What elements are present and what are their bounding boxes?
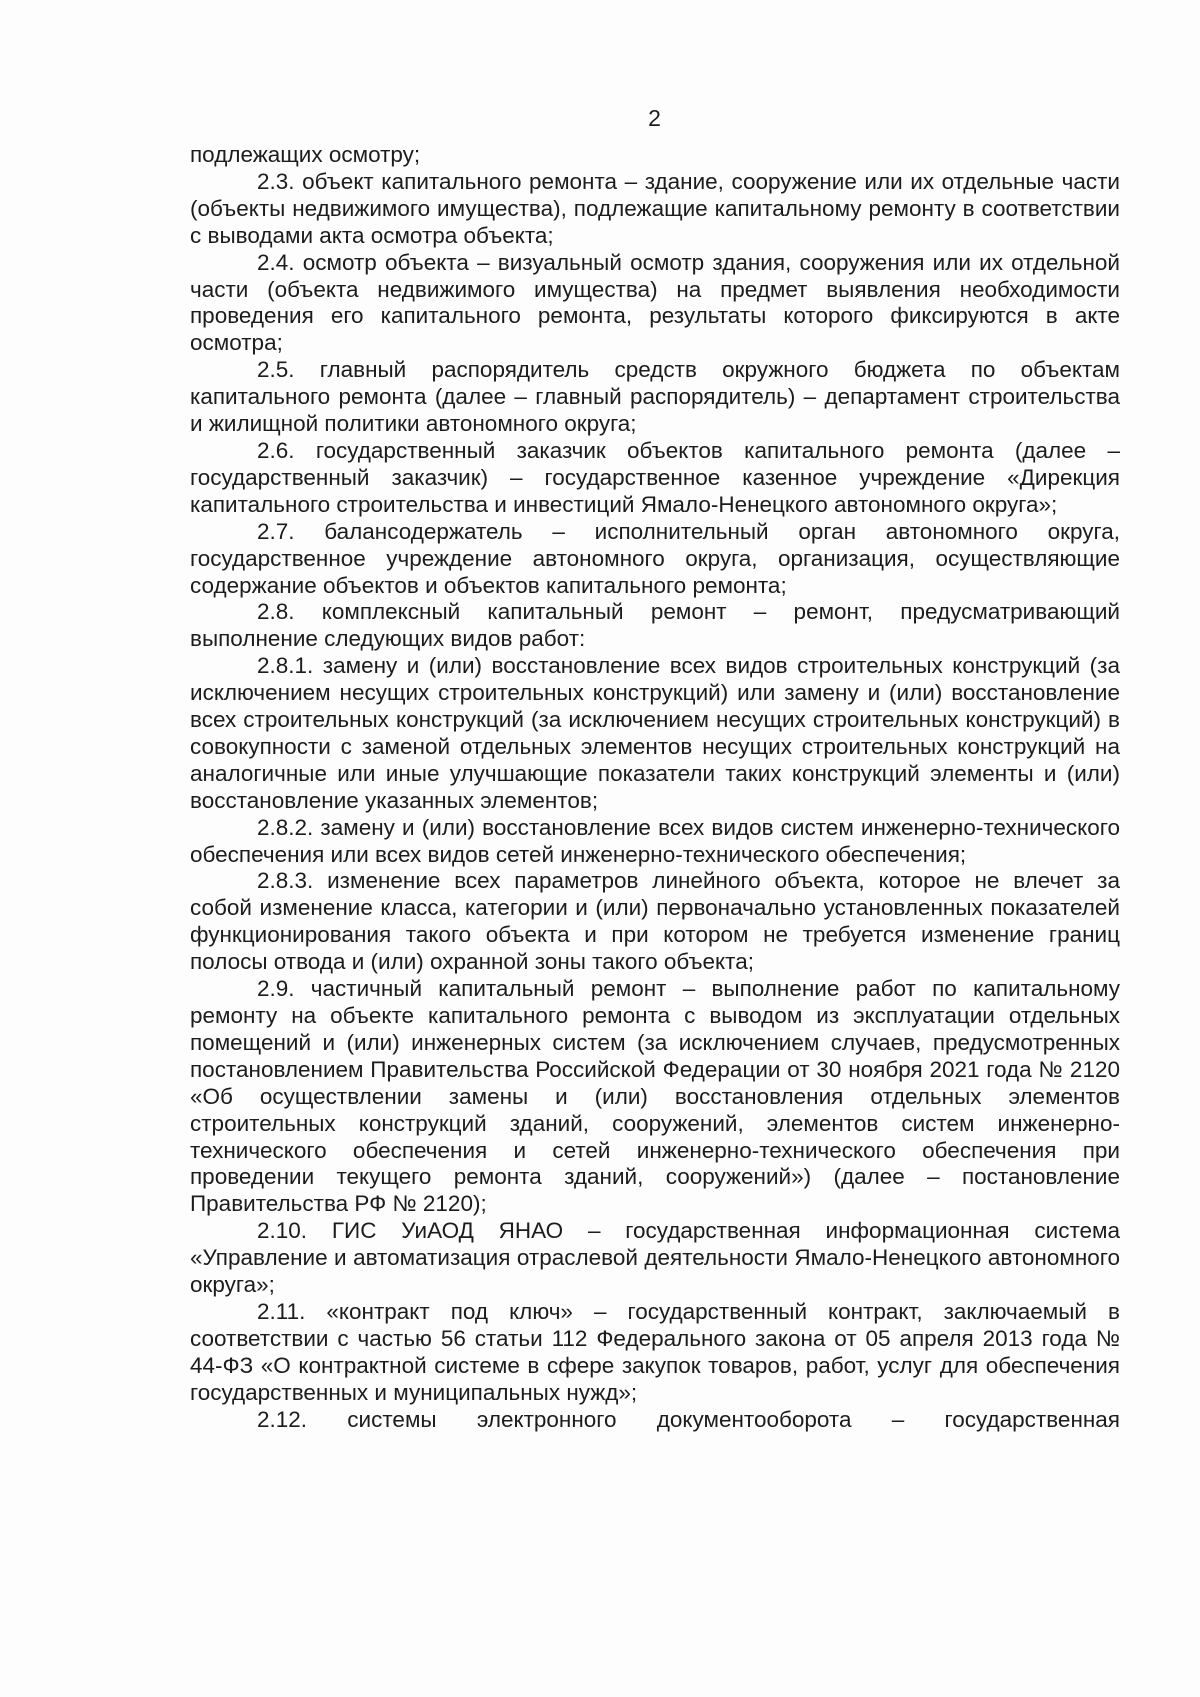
paragraph-2-6: 2.6. государственный заказчик объектов капитального ремонта (далее – государственный заказчик) – государственное казенное учреждение «Дирекция капитального строительства и инвестиций Ямало-Ненецкого автономного округа»;: [190, 437, 1120, 517]
paragraph-2-8-1: 2.8.1. замену и (или) восстановление всех видов строительных конструкций (за исключением несущих строительных конструкций) или замену и (или) восстановление всех строительных конструкций (за исключением несущих строительных конструкций) в совокупности с заменой отдельных элементов несущих строительных конструкций на аналогичные или иные улучшающие показатели таких конструкций элементы и (или) восстановление указанных элементов;: [190, 653, 1120, 813]
paragraph-2-8-2: 2.8.2. замену и (или) восстановление всех видов систем инженерно-технического обеспечения или всех видов сетей инженерно-технического обеспечения;: [190, 814, 1120, 867]
paragraph-2-5: 2.5. главный распорядитель средств окружного бюджета по объектам капитального ремонта (далее – главный распорядитель) – департамент строительства и жилищной политики автономного округа;: [190, 357, 1120, 437]
paragraph-2-8: 2.8. комплексный капитальный ремонт – ремонт, предусматривающий выполнение следующих видов работ:: [190, 599, 1120, 652]
paragraph-2-7: 2.7. балансодержатель – исполнительный орган автономного округа, государственное учреждение автономного округа, организация, осуществляющие содержание объектов и объектов капитального ремонта;: [190, 518, 1120, 598]
paragraph-2-11: 2.11. «контракт под ключ» – государственный контракт, заключаемый в соответствии с частью 56 статьи 112 Федерального закона от 05 апреля 2013 года № 44-ФЗ «О контрактной системе в сфере закупок товаров, работ, услуг для обеспечения государственных и муниципальных нужд»;: [190, 1298, 1120, 1405]
paragraph-2-3: 2.3. объект капитального ремонта – здание, сооружение или их отдельные части (объекты недвижимого имущества), подлежащие капитальному ремонту в соответствии с выводами акта осмотра объекта;: [190, 168, 1120, 248]
page-number: 2: [648, 105, 661, 131]
document-body: [190, 142, 1120, 1434]
paragraph-continuation: подлежащих осмотру;: [190, 142, 421, 167]
paragraph-2-9: 2.9. частичный капитальный ремонт – выполнение работ по капитальному ремонту на объекте капитального ремонта с выводом из эксплуатации отдельных помещений и (или) инженерных систем (за исключением случаев, предусмотренных постановлением Правительства Российской Федерации от 30 ноября 2021 года № 2120 «Об осуществлении замены и (или) восстановления отдельных элементов строительных конструкций зданий, сооружений, элементов систем инженерно-технического обеспечения и сетей инженерно-технического обеспечения при проведении текущего ремонта зданий, сооружений») (далее – постановление Правительства РФ № 2120);: [190, 976, 1120, 1217]
paragraph-2-4: 2.4. осмотр объекта – визуальный осмотр здания, сооружения или их отдельной части (объекта недвижимого имущества) на предмет выявления необходимости проведения его капитального ремонта, результаты которого фиксируются в акте осмотра;: [190, 249, 1120, 356]
paragraph-2-12: 2.12. системы электронного документооборота – государственная: [257, 1406, 1120, 1432]
paragraph-2-8-3: 2.8.3. изменение всех параметров линейного объекта, которое не влечет за собой изменение класса, категории и (или) первоначально установленных показателей функционирования такого объекта и при котором не требуется изменение границ полосы отвода и (или) охранной зоны такого объекта;: [190, 868, 1120, 975]
paragraph-2-10: 2.10. ГИС УиАОД ЯНАО – государственная информационная система «Управление и автоматизация отраслевой деятельности Ямало-Ненецкого автономного округа»;: [190, 1218, 1120, 1298]
